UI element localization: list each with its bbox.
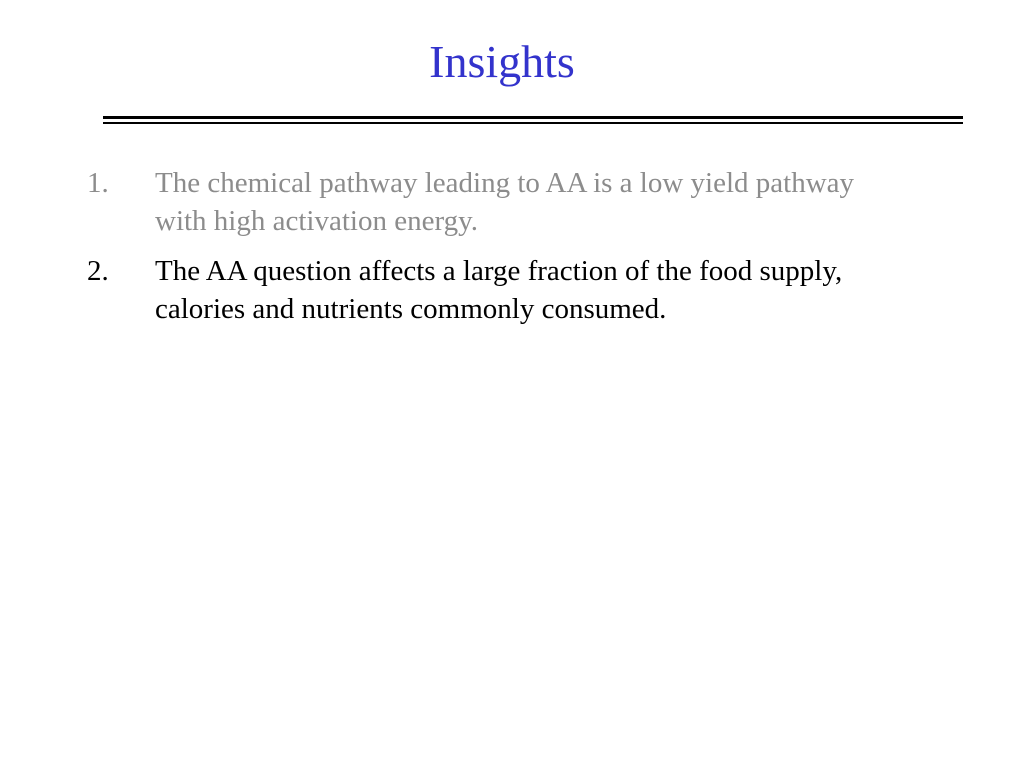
slide-title: Insights [429, 36, 575, 87]
list-item-number: 2. [87, 255, 109, 287]
list-item-text: The chemical pathway leading to AA is a low yield pathway with high activation energy. [155, 167, 855, 237]
insights-list [87, 164, 907, 340]
title-underline-thick [103, 116, 963, 119]
title-underline-thin [103, 122, 963, 124]
list-item-number: 1. [87, 167, 109, 199]
title-underline [103, 116, 963, 124]
list-item-text: The AA question affects a large fraction of the food supply, calories and nutrients commonly consumed. [155, 255, 843, 325]
list-item-1 [87, 164, 907, 240]
list-item-2 [87, 252, 907, 328]
